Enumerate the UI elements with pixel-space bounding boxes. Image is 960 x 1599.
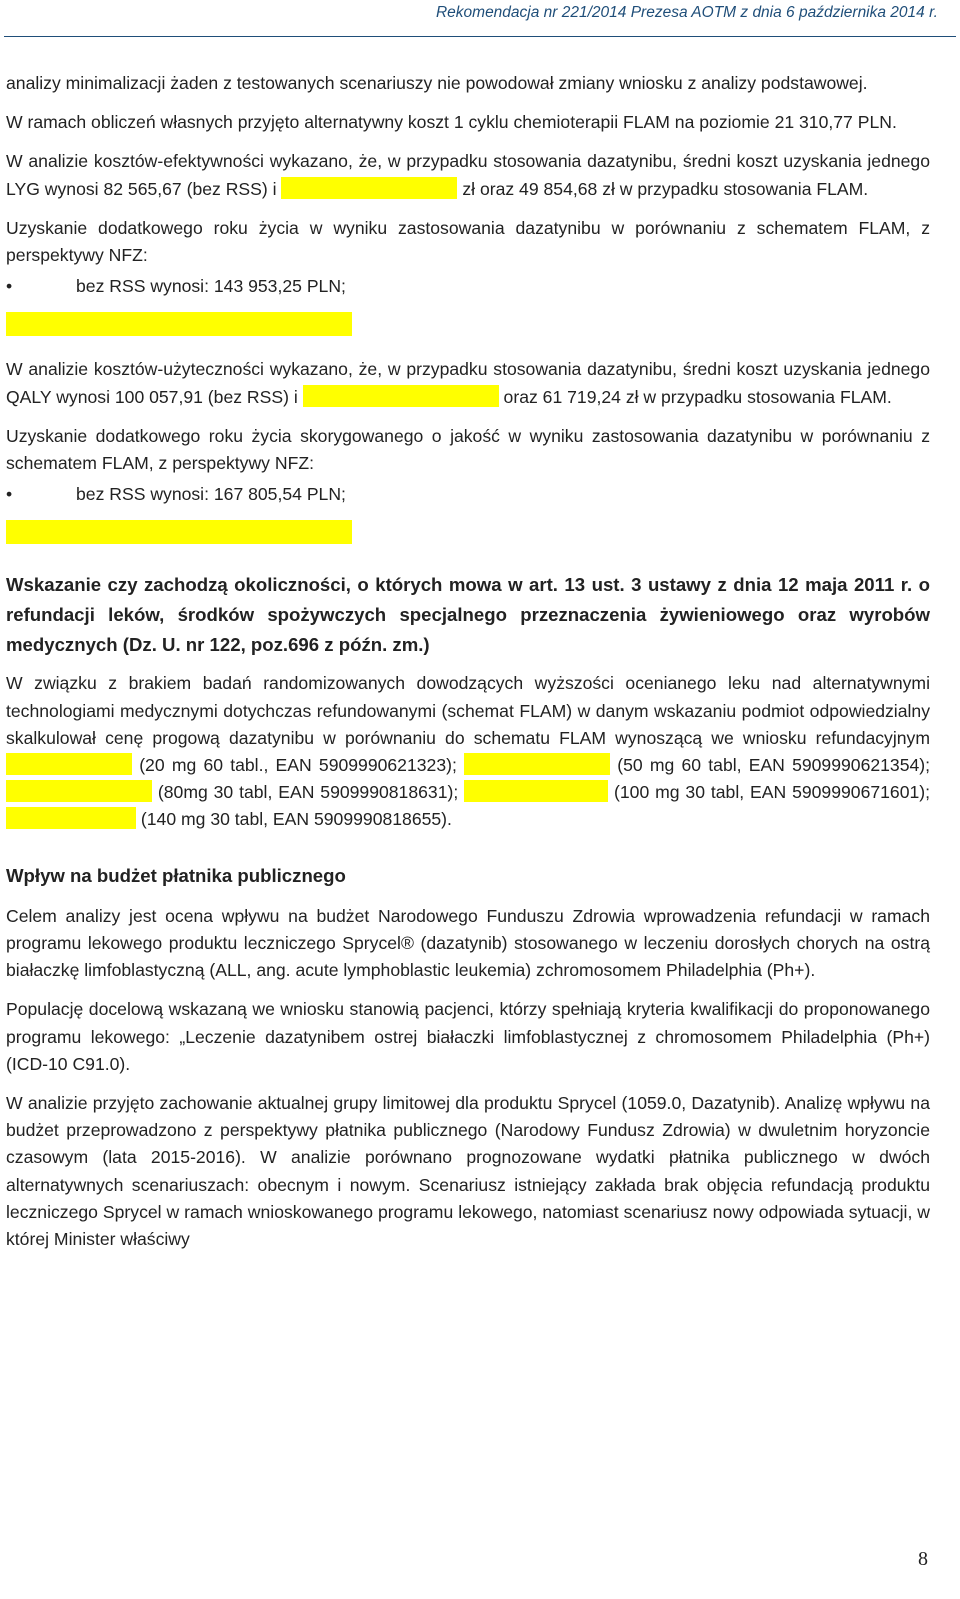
paragraph-text: (80mg 30 tabl, EAN 5909990818631);	[157, 782, 459, 803]
paragraph	[6, 670, 930, 833]
redaction-block	[464, 780, 608, 802]
bullet-icon: •	[6, 484, 13, 505]
paragraph	[6, 356, 930, 410]
paragraph-text: oraz 61 719,24 zł w przypadku stosowania FLAM.	[503, 386, 892, 407]
paragraph: W analizie przyjęto zachowanie aktualnej grupy limitowej dla produktu Sprycel (1059.0, Dazatynib). Analizę wpływu na budżet przeprowadzono z perspektywy płatnika publicznego (Narodowy Fundusz Zdrowia) w dwuletnim horyzoncie czasowym (lata 2015-2016). W analizie porównano prognozowane wydatki płatnika publicznego w dwóch alternatywnych scenariuszach: obecnym i nowym. Scenariusz istniejący zakłada brak objęcia refundacją produktu leczniczego Sprycel w ramach wnioskowanego programu lekowego, natomiast scenariusz nowy odpowiada sytuacji, w której Minister właściwy	[6, 1093, 930, 1250]
section-heading: Wpływ na budżet płatnika publicznego	[6, 864, 346, 886]
section-heading: Wskazanie czy zachodzą okoliczności, o których mowa w art. 13 ust. 3 ustawy z dnia 12 maja 2011 r. o refundacji leków, środków spożywczych specjalnego przeznaczenia żywieniowego oraz wyrobów medycznych (Dz. U. nr 122, poz.696 z późn. zm.)	[6, 574, 930, 656]
paragraph-text: (140 mg 30 tabl, EAN 5909990818655).	[140, 809, 452, 830]
paragraph-text: (100 mg 30 tabl, EAN 5909990671601);	[614, 782, 931, 803]
paragraph: Celem analizy jest ocena wpływu na budżet Narodowego Funduszu Zdrowia wprowadzenia refundacji w ramach programu lekowego produktu leczniczego Sprycel® (dazatynib) stosowanego w leczeniu dorosłych chorych na ostrą białaczkę limfoblastyczną (ALL, ang. acute lymphoblastic leukemia) zchromosomem Philadelphia (Ph+).	[6, 905, 930, 981]
redaction-block	[303, 385, 499, 407]
paragraph-text: W analizie kosztów-użyteczności wykazano, że, w przypadku stosowania dazatynibu, średni koszt uzyskania jednego QALY wynosi 100 057,91 (bez RSS) i	[6, 359, 930, 407]
paragraph-text: zł oraz 49 854,68 zł w przypadku stosowania FLAM.	[462, 178, 869, 199]
paragraph: Uzyskanie dodatkowego roku życia skorygowanego o jakość w wyniku zastosowania dazatynibu w porównaniu z schematem FLAM, z perspektywy NFZ:	[6, 425, 930, 474]
document-header: Rekomendacja nr 221/2014 Prezesa AOTM z dnia 6 października 2014 r.	[435, 4, 938, 21]
paragraph-text: W związku z brakiem badań randomizowanych dowodzących wyższości ocenianego leku nad alternatywnymi technologiami medycznymi dotychczas refundowanymi (schemat FLAM) w danym wskazaniu podmiot odpowiedzialny skalkulował cenę progową dazatynibu w porównaniu do schematu FLAM wynoszącą we wniosku refundacyjnym	[6, 673, 930, 748]
paragraph-text: (50 mg 60 tabl, EAN 5909990621354);	[617, 755, 931, 776]
redaction-block	[6, 312, 352, 336]
paragraph: Populację docelową wskazaną we wniosku stanowią pacjenci, którzy spełniają kryteria kwalifikacji do proponowanego programu lekowego: „Leczenie dazatynibem ostrej białaczki limfoblastycznej z chromosomem Philadelphia (Ph+) (ICD-10 C91.0).	[6, 999, 930, 1074]
bullet-icon: •	[6, 276, 13, 297]
redaction-block	[6, 520, 352, 544]
header-divider	[4, 36, 956, 37]
redaction-block	[6, 753, 132, 775]
list-item	[6, 273, 930, 300]
paragraph: analizy minimalizacji żaden z testowanych scenariuszy nie powodował zmiany wniosku z analizy podstawowej.	[6, 73, 868, 93]
redaction-block	[281, 177, 457, 199]
list-item-text: bez RSS wynosi: 143 953,25 PLN;	[76, 276, 346, 297]
paragraph-text: (20 mg 60 tabl., EAN 5909990621323);	[139, 755, 457, 776]
list-item-text: bez RSS wynosi: 167 805,54 PLN;	[76, 484, 346, 505]
paragraph: Uzyskanie dodatkowego roku życia w wyniku zastosowania dazatynibu w porównaniu z schematem FLAM, z perspektywy NFZ:	[6, 217, 930, 266]
document-body	[6, 70, 930, 1265]
paragraph-text: W analizie kosztów-efektywności wykazano, że, w przypadku stosowania dazatynibu, średni koszt uzyskania jednego LYG wynosi 82 565,67 (bez RSS) i	[6, 151, 930, 199]
redaction-block	[464, 753, 610, 775]
redaction-block	[6, 780, 152, 802]
redaction-block	[6, 807, 136, 829]
paragraph	[6, 148, 930, 202]
page-number: 8	[918, 1548, 928, 1570]
list-item	[6, 481, 930, 508]
paragraph: W ramach obliczeń własnych przyjęto alternatywny koszt 1 cyklu chemioterapii FLAM na poziomie 21 310,77 PLN.	[6, 112, 897, 133]
